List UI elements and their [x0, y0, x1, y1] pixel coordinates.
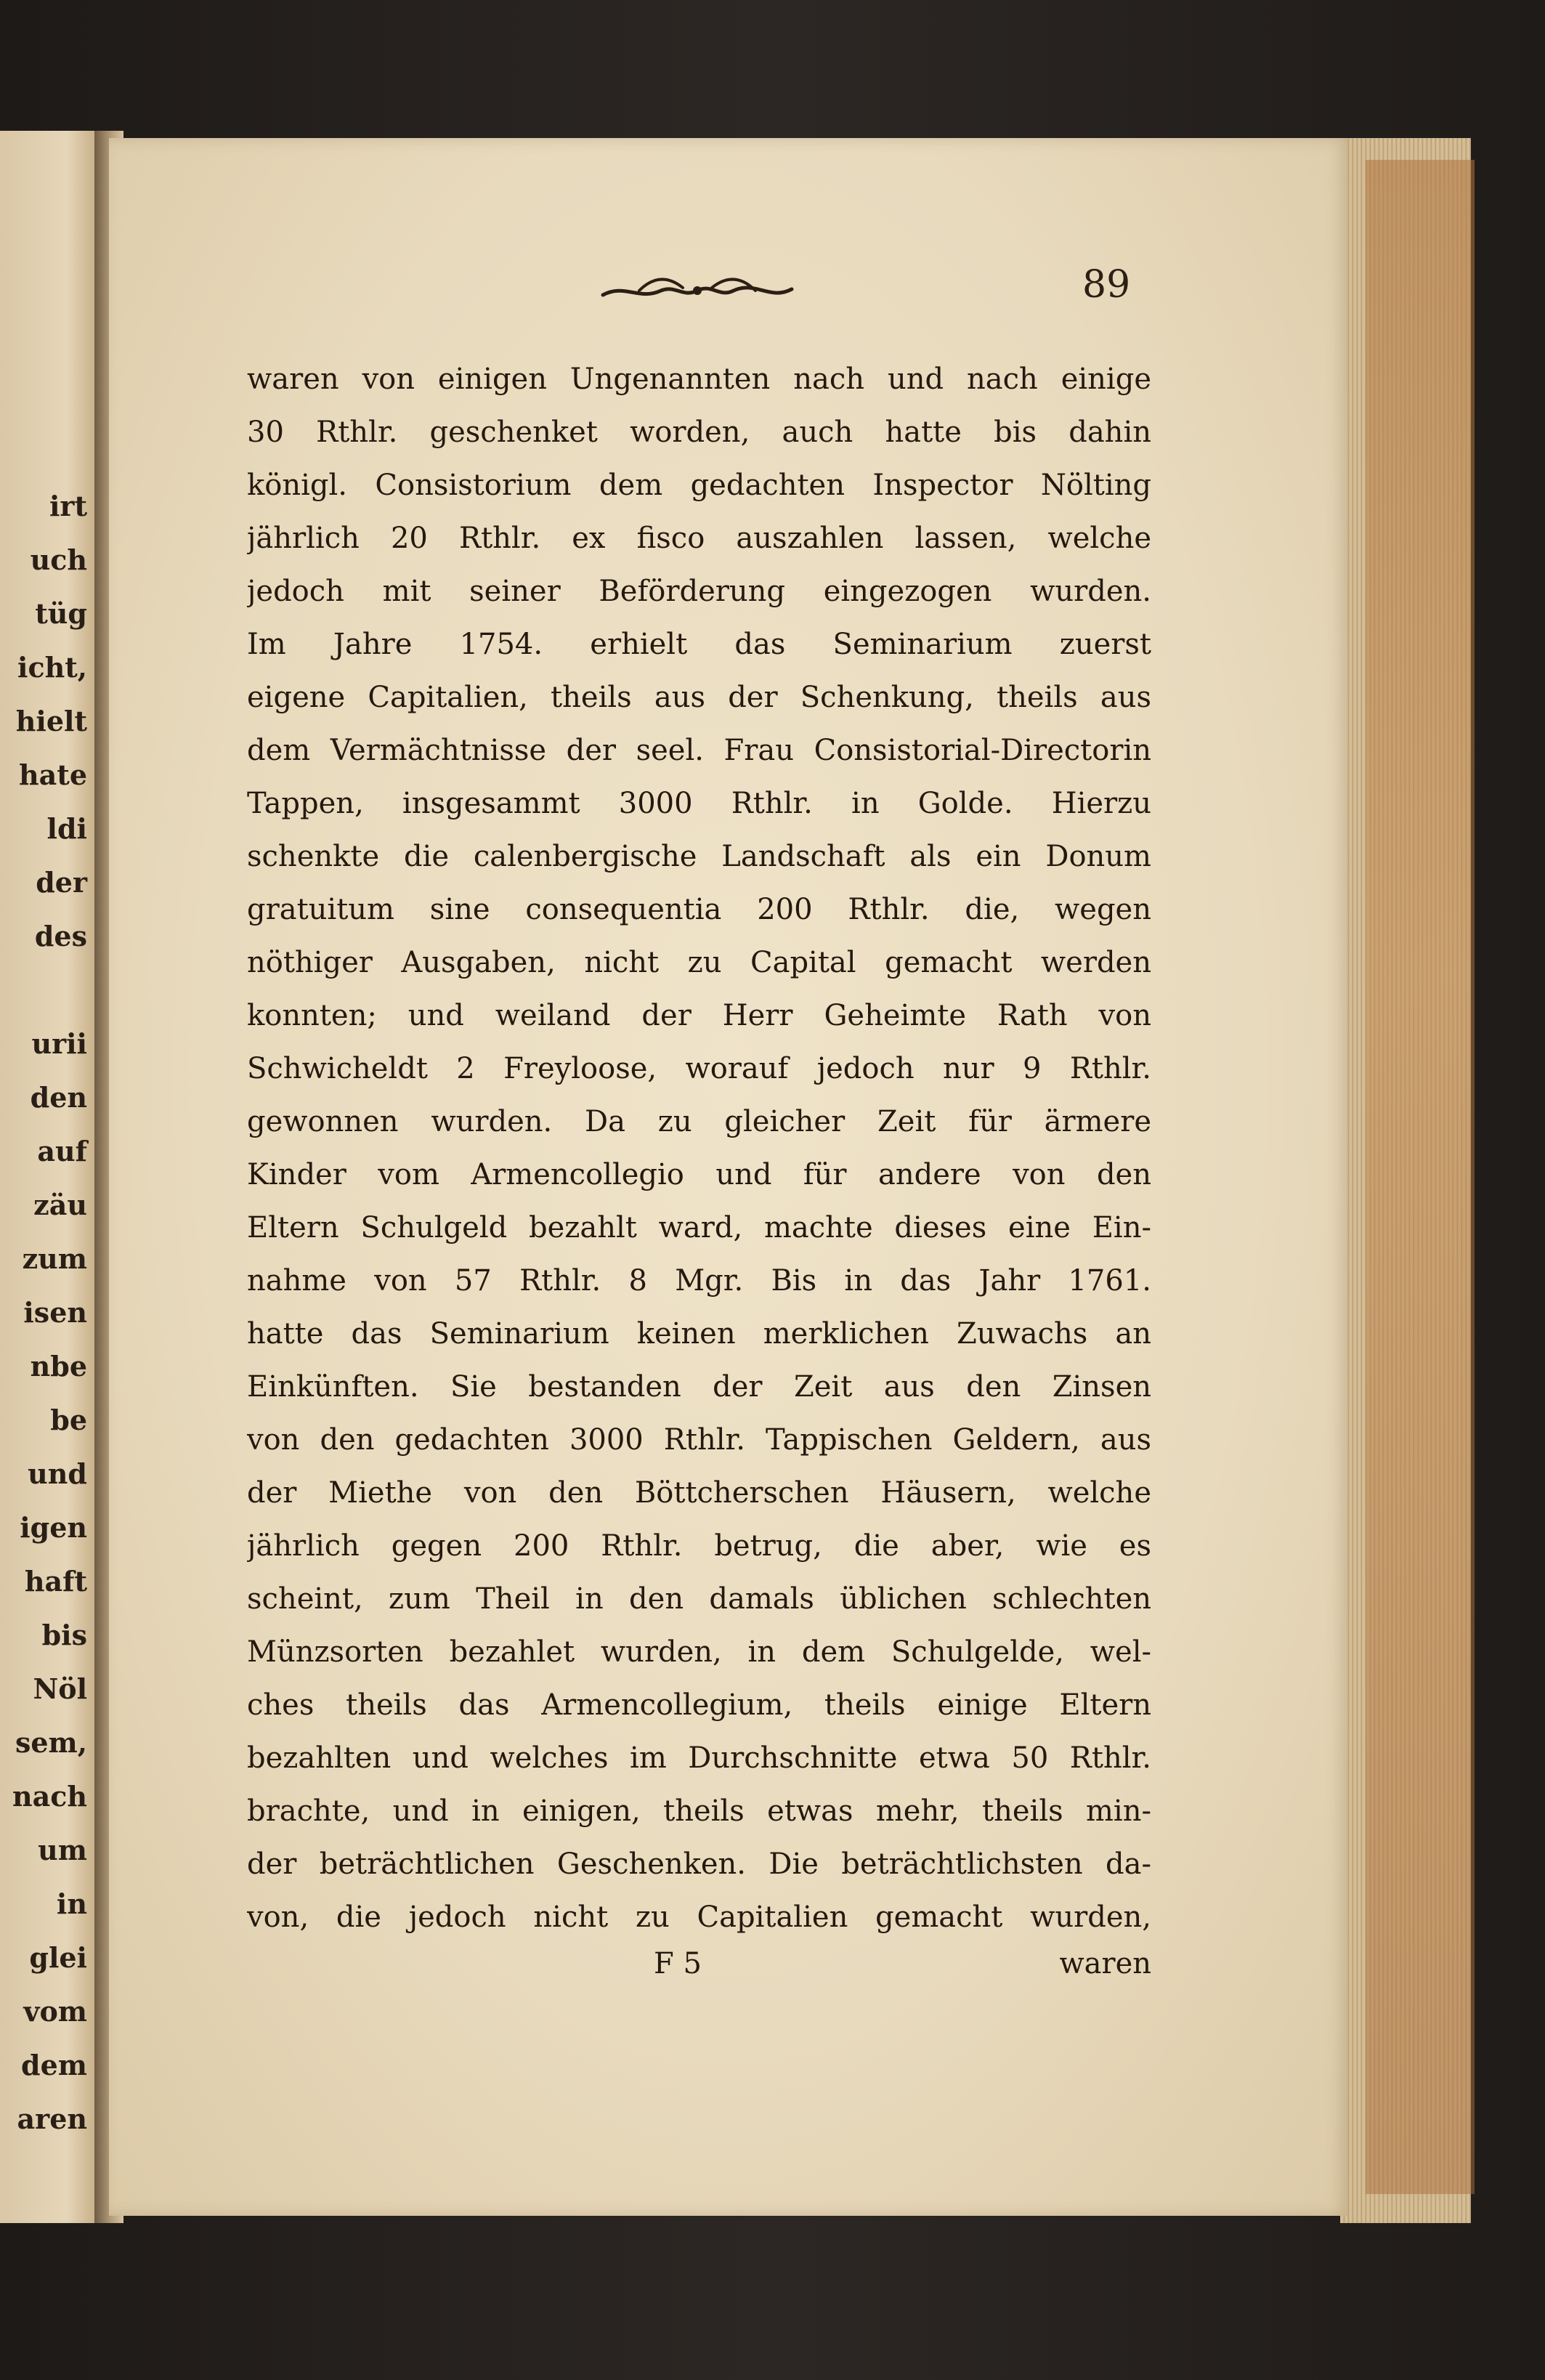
text-line: Tappen, insgesammt 3000 Rthlr. in Golde. Hierzu — [247, 787, 1151, 820]
text-line: dem Vermächtnisse der seel. Frau Consistorial-Directorin — [247, 734, 1151, 767]
left-page-fragment: zäu — [33, 1189, 87, 1221]
page-body-text — [247, 353, 1151, 1944]
text-line: jährlich gegen 200 Rthlr. betrug, die aber, wie es — [247, 1529, 1151, 1563]
left-page-fragment: irt — [49, 490, 87, 522]
text-line: schenkte die calenbergische Landschaft als ein Donum — [247, 840, 1151, 873]
left-page-fragment: be — [50, 1404, 87, 1436]
catchword: waren — [1059, 1947, 1151, 1980]
left-page-fragment: icht, — [17, 651, 87, 684]
text-line: Eltern Schulgeld bezahlt ward, machte dieses eine Ein- — [247, 1211, 1151, 1244]
left-page-fragment: dem — [21, 2049, 87, 2081]
text-line: nahme von 57 Rthlr. 8 Mgr. Bis in das Jahr 1761. — [247, 1264, 1151, 1298]
left-page-fragment: den — [30, 1081, 87, 1114]
text-line: hatte das Seminarium keinen merklichen Zuwachs an — [247, 1317, 1151, 1351]
left-page-fragment: hate — [19, 758, 87, 791]
text-line: ches theils das Armencollegium, theils einige Eltern — [247, 1688, 1151, 1722]
left-page-fragment: haft — [24, 1565, 87, 1598]
text-line: der Miethe von den Böttcherschen Häusern, welche — [247, 1476, 1151, 1510]
left-page-fragment: Nöl — [33, 1672, 87, 1705]
left-page-text-fragments — [0, 479, 94, 2146]
left-page-fragment: glei — [29, 1941, 87, 1974]
left-page-fragment: der — [36, 866, 87, 899]
page-number: 89 — [1082, 263, 1131, 307]
text-line: scheint, zum Theil in den damals üblichen schlechten — [247, 1582, 1151, 1616]
text-line: Münzsorten bezahlet wurden, in dem Schulgelde, wel- — [247, 1635, 1151, 1669]
left-page-fragment: tüg — [35, 597, 87, 630]
left-page-fragment: ldi — [46, 812, 87, 845]
text-line: Schwicheldt 2 Freyloose, worauf jedoch nur 9 Rthlr. — [247, 1052, 1151, 1085]
left-page-fragment: zum — [22, 1242, 87, 1275]
text-line: Einkünften. Sie bestanden der Zeit aus den Zinsen — [247, 1370, 1151, 1404]
text-line: nöthiger Ausgaben, nicht zu Capital gemacht werden — [247, 946, 1151, 979]
text-line: eigene Capitalien, theils aus der Schenkung, theils aus — [247, 681, 1151, 714]
text-line: königl. Consistorium dem gedachten Inspector Nölting — [247, 469, 1151, 502]
page-footer — [247, 1947, 1151, 1991]
decorative-ornament-icon — [596, 269, 799, 312]
left-page-fragment: sem, — [15, 1726, 87, 1759]
left-page-fragment: um — [38, 1834, 87, 1866]
left-facing-page — [0, 131, 96, 2223]
left-page-fragment: nach — [12, 1780, 87, 1813]
left-page-fragment: igen — [20, 1511, 87, 1544]
text-line: brachte, und in einigen, theils etwas mehr, theils min- — [247, 1794, 1151, 1828]
text-line: waren von einigen Ungenannten nach und nach einige — [247, 363, 1151, 396]
text-line: konnten; und weiland der Herr Geheimte Rath von — [247, 999, 1151, 1032]
text-line: gratuitum sine consequentia 200 Rthlr. die, wegen — [247, 893, 1151, 926]
fore-edge-stain — [1366, 160, 1475, 2194]
text-line: bezahlten und welches im Durchschnitte etwa 50 Rthlr. — [247, 1741, 1151, 1775]
left-page-fragment: uch — [30, 543, 87, 576]
left-page-fragment: bis — [41, 1619, 87, 1651]
left-page-fragment: in — [56, 1887, 87, 1920]
left-page-fragment: auf — [37, 1135, 87, 1167]
text-line: der beträchtlichen Geschenken. Die beträchtlichsten da- — [247, 1847, 1151, 1881]
text-line: von den gedachten 3000 Rthlr. Tappischen Geldern, aus — [247, 1423, 1151, 1457]
text-line: jährlich 20 Rthlr. ex fisco auszahlen lassen, welche — [247, 522, 1151, 555]
left-page-fragment: hielt — [15, 705, 87, 737]
left-page-fragment: vom — [23, 1995, 87, 2028]
signature-mark: F 5 — [654, 1947, 702, 1980]
left-page-fragment: urii — [31, 1027, 87, 1060]
text-line: von, die jedoch nicht zu Capitalien gemacht wurden, — [247, 1901, 1151, 1934]
text-line: gewonnen wurden. Da zu gleicher Zeit für ärmere — [247, 1105, 1151, 1138]
text-line: Kinder vom Armencollegio und für andere von den — [247, 1158, 1151, 1191]
text-line: Im Jahre 1754. erhielt das Seminarium zuerst — [247, 628, 1151, 661]
left-page-fragment: des — [34, 920, 87, 952]
left-page-fragment: isen — [23, 1296, 87, 1329]
text-line: 30 Rthlr. geschenket worden, auch hatte bis dahin — [247, 416, 1151, 449]
text-line: jedoch mit seiner Beförderung eingezogen wurden. — [247, 575, 1151, 608]
left-page-fragment: und — [28, 1457, 87, 1490]
left-page-fragment: nbe — [30, 1350, 87, 1383]
left-page-fragment — [0, 963, 94, 1017]
left-page-fragment: aren — [17, 2102, 87, 2135]
